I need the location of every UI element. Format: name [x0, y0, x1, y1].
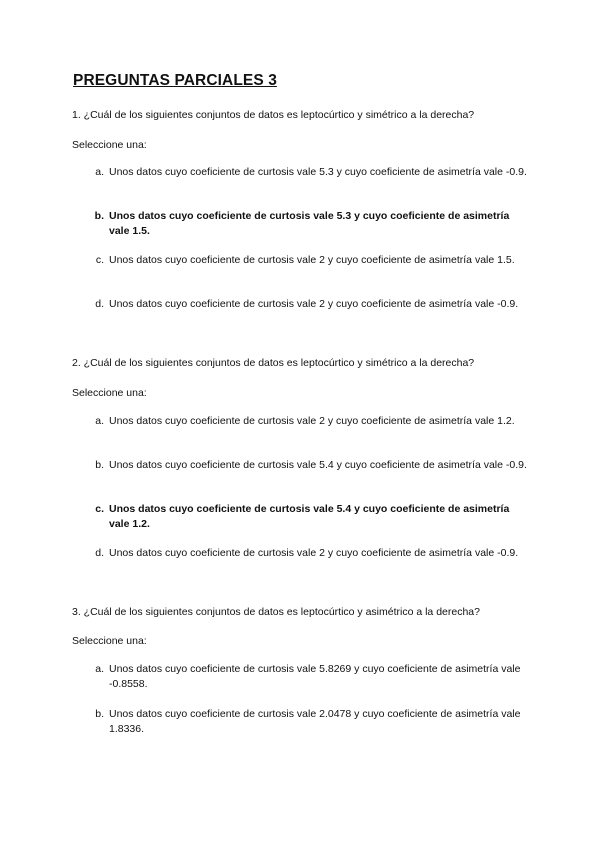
option-text: Unos datos cuyo coeficiente de curtosis vale 2 y cuyo coeficiente de asimetría vale -0.9. [109, 547, 519, 559]
option-letter: b. [95, 708, 104, 720]
option-letter: a. [95, 166, 104, 178]
page-title: PREGUNTAS PARCIALES 3 [73, 72, 277, 89]
question-1-text: 1. ¿Cuál de los siguientes conjuntos de datos es leptocúrtico y simétrico a la derecha? [72, 109, 475, 121]
option-letter: c. [95, 254, 104, 266]
option-text: Unos datos cuyo coeficiente de curtosis vale 5.8269 y cuyo coeficiente de asimetría vale -0.8558. [109, 663, 521, 690]
question-3-select-label: Seleccione una: [72, 635, 147, 647]
option-text: Unos datos cuyo coeficiente de curtosis vale 5.3 y cuyo coeficiente de asimetría vale 1.5. [109, 210, 510, 237]
question-1-option-b[interactable] [72, 209, 529, 239]
question-1-select-label: Seleccione una: [72, 139, 147, 151]
option-letter: a. [95, 663, 104, 675]
option-text: Unos datos cuyo coeficiente de curtosis vale 5.4 y cuyo coeficiente de asimetría vale 1.2. [109, 503, 510, 530]
option-text: Unos datos cuyo coeficiente de curtosis vale 2 y cuyo coeficiente de asimetría vale 1.2. [109, 415, 515, 427]
option-text: Unos datos cuyo coeficiente de curtosis vale 2.0478 y cuyo coeficiente de asimetría vale 1.8336. [109, 708, 521, 735]
option-letter: c. [95, 503, 104, 515]
question-2-option-b[interactable] [72, 458, 529, 473]
question-3-option-a[interactable] [72, 662, 529, 692]
question-1-option-a[interactable] [72, 165, 529, 180]
option-letter: d. [95, 547, 104, 559]
question-2-select-label: Seleccione una: [72, 387, 147, 399]
question-2-option-a[interactable] [72, 414, 529, 429]
option-text: Unos datos cuyo coeficiente de curtosis vale 2 y cuyo coeficiente de asimetría vale 1.5. [109, 254, 515, 266]
option-text: Unos datos cuyo coeficiente de curtosis vale 2 y cuyo coeficiente de asimetría vale -0.9. [109, 298, 519, 310]
question-3-option-b[interactable] [72, 707, 529, 737]
option-letter: b. [94, 210, 104, 222]
question-2-option-c[interactable] [72, 502, 529, 532]
question-1-option-c[interactable] [72, 253, 529, 268]
question-2-option-d[interactable] [72, 546, 529, 561]
question-1-option-d[interactable] [72, 297, 529, 312]
question-2-text: 2. ¿Cuál de los siguientes conjuntos de datos es leptocúrtico y simétrico a la derecha? [72, 357, 475, 369]
question-3-text: 3. ¿Cuál de los siguientes conjuntos de datos es leptocúrtico y asimétrico a la derecha? [72, 606, 480, 618]
option-letter: a. [95, 415, 104, 427]
option-text: Unos datos cuyo coeficiente de curtosis vale 5.3 y cuyo coeficiente de asimetría vale -0.9. [109, 166, 527, 178]
option-letter: b. [95, 459, 104, 471]
option-text: Unos datos cuyo coeficiente de curtosis vale 5.4 y cuyo coeficiente de asimetría vale -0.9. [109, 459, 527, 471]
option-letter: d. [95, 298, 104, 310]
